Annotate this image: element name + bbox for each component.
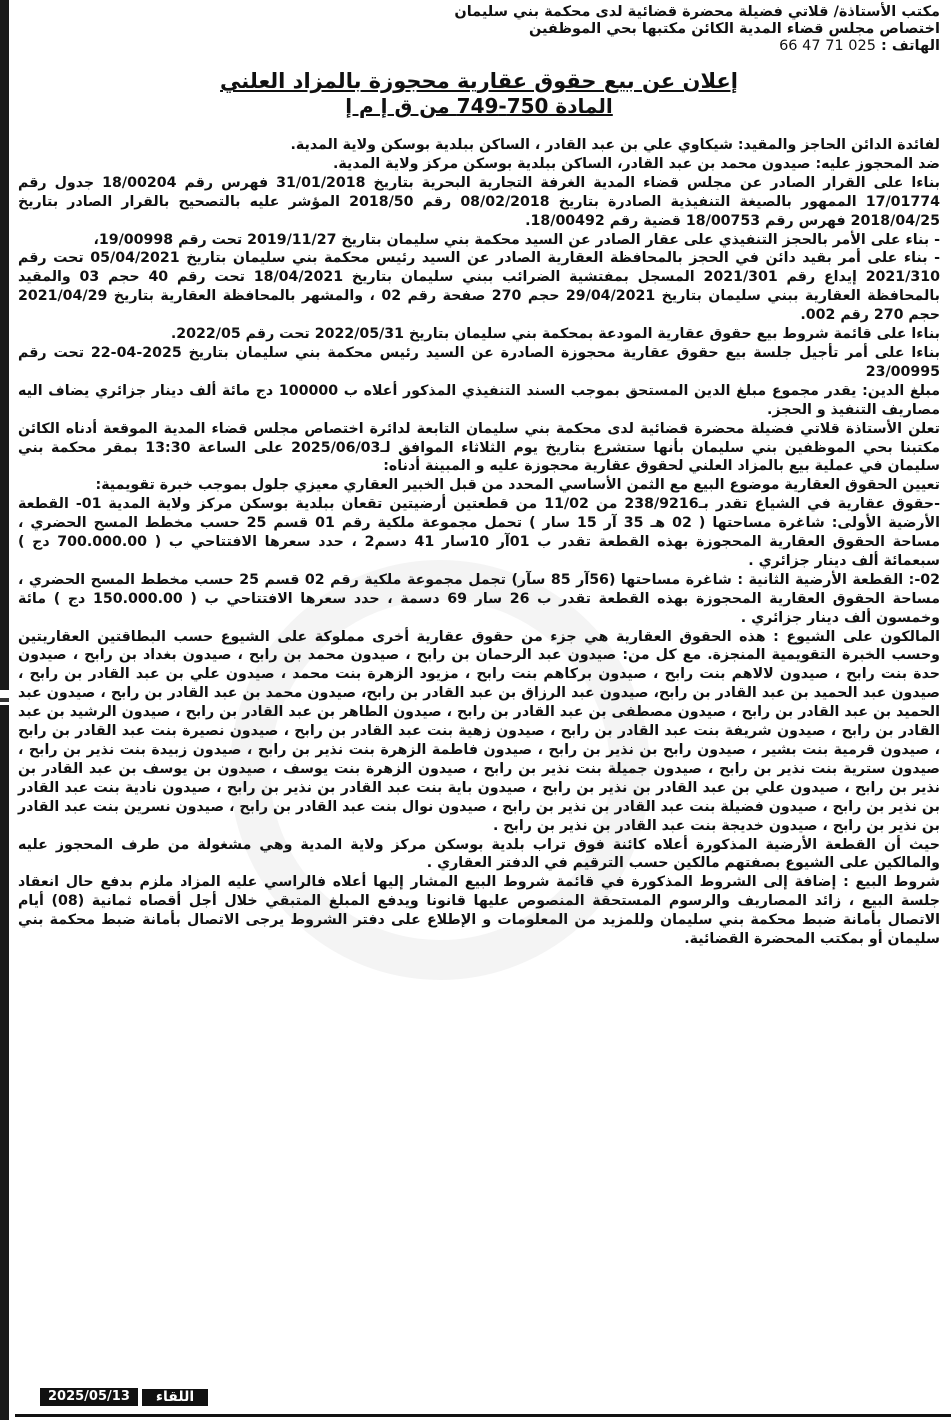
phone-number: 025 71 47 66 [779, 38, 876, 54]
office-name: مكتب الأستاذة/ قلاتي فضيلة محضرة قضائية لدى محكمة بني سليمان [454, 4, 940, 20]
announcement-document [18, 4, 940, 949]
publication-name: اللقاء [142, 1389, 208, 1406]
occupancy-paragraph: حيث أن القطعة الأرضية المذكورة أعلاه كائنة فوق تراب بلدية بوسكن مركز ولاية المدية وهي مشغولة من طرف المحجوز عليه والمالكين على الشيوع بصفتهم مالكين حسب الترقيم في الدفتر العقاري . [18, 836, 940, 872]
publication-date: 2025/05/13 [40, 1388, 138, 1406]
co-owners-paragraph: المالكون على الشيوع : هذه الحقوق العقارية هي جزء من حقوق عقارية أخرى مملوكة على الشيوع حسب البطاقتين العقاريتين وحسب الخبرة التقويمية المنجزة. مع كل من: صيدون عبد الرحمان بن رابح ، صيدون محمد بن رابح ، صيدون بغداد بن رابح ، صيدون حدة بنت رابح ، صيدون لالاهم بنت رابح ، صيدون بركاهم بنت رابح ، مزيود الزهرة بنت محمد ، صيدون علي بن عبد القادر بن رابح ، صيدون عبد الحميد بن عبد القادر بن رابح، صيدون عبد الرزاق بن عبد القادر بن رابح، صيدون محمد بن عبد القادر بن رابح ، صيدون عبد الحميد بن عبد القادر بن رابح ، صيدون مصطفى بن عبد القادر بن رابح ، صيدون الطاهر بن عبد القادر بن رابح ، صيدون الرشيد بن عبد القادر بن رابح ، صيدون شريفة بنت عبد القادر بن رابح ، صيدون زهية بنت عبد القادر بن رابح ، صيدون نصيرة بنت عبد القادر بن رابح ، صيدون قرمية بنت بشير ، صيدون رابح بن نذير بن رابح ، صيدون فاطمة الزهرة بنت نذير بن رابح ، صيدون زبيدة بنت نذير بن رابح ، صيدون سترية بنت نذير بن رابح ، صيدون جميلة بنت نذير بن رابح ، صيدون الزهرة بنت يوسف ، صيدون بن يوسف بن عبد القادر بن نذير بن رابح ، صيدون علي بن عبد القادر بن نذير بن رابح ، صيدون باية بنت عبد القادر بن نذير بن رابح ، صيدون نادية بنت عبد القادر بن نذير بن رابح ، صيدون فضيلة بنت عبد القادر بن نذير بن رابح ، صيدون نوال بنت عبد القادر بن رابح ، صيدون نسرين بنت عبد القادر بن نذير بن رابح ، صيدون خديجة بنت عبد القادر بن نذير بن رابح . [18, 628, 940, 834]
debt-amount-paragraph: مبلغ الدين: يقدر مجموع مبلغ الدين المستحق بموجب السند التنفيذي المذكور أعلاه ب 100000 دج مائة ألف دينار جزائري يضاف اليه مصاريف التنفيذ و الحجز. [18, 382, 940, 418]
court-decision-paragraph: بناءا على القرار الصادر عن مجلس قضاء المدية الغرفة التجارية البحرية بتاريخ 31/01/2018 فهرس رقم 18/00204 جدول رقم 17/01774 الممهور بالصيغة التنفيذية الصادرة بتاريخ 08/02/2018 رقم 2018/50 المؤشر عليه بالتصحيح بالقرار الصادر بتاريخ 2018/04/25 فهرس رقم 18/00753 قضية رقم 18/00492. [18, 174, 941, 229]
sale-terms-paragraph: شروط البيع : إضافة إلى الشروط المذكورة في قائمة شروط البيع المشار إليها أعلاه فالراسي عليه المزاد ملزم بدفع حال انعقاد جلسة البيع ، زائد المصاريف والرسوم المستحقة المنصوص عليها قانونا ويدفع المبلغ المتبقي خلال أجل أقصاه ثمانية (08) أيام الاتصال بأمانة ضبط محكمة بني سليمان وللمزيد من المعلومات و الإطلاع على دفتر الشروط يرجى الاتصال بأمانة ضبط محكمة بني سليمان أو بمكتب المحضرة القضائية. [18, 874, 940, 948]
postponement-paragraph: بناءا على أمر تأجيل جلسة بيع حقوق عقارية محجوزة الصادرة عن السيد رئيس محكمة بني سليمان بتاريخ 2025-04-22 تحت رقم 23/00995 [18, 344, 940, 380]
seizure-order-paragraph: - بناء على الأمر بالحجز التنفيذي على عقار الصادر عن السيد محكمة بني سليمان بتاريخ 2019/11/27 تحت رقم 19/00998، [93, 231, 940, 248]
creditor-registration-paragraph: - بناء على أمر بقيد دائن في الحجز بالمحافظة العقارية الصادر عن السيد رئيس محكمة بني سليمان بتاريخ 05/04/2021 تحت رقم 2021/310 إيداع رقم 2021/301 المسجل بمفتشية الضرائب ببني سليمان بتاريخ 18/04/2021 تحت رقم 40 حجم 03 والمقيد بالمحافظة العقارية ببني سليمان بتاريخ 29/04/2021 حجم 270 صفحة رقم 02 ، والمشهر بالمحافظة العقارية بتاريخ 2021/04/29 حجم 270 رقم 002. [18, 250, 940, 324]
left-border-bar [0, 0, 9, 690]
plot-two-paragraph: 02-: القطعة الأرضية الثانية : شاغرة مساحتها (56آر 85 سآر) تجمل مجموعة ملكية رقم 02 قسم 25 حسب مخطط المسح الحضري ، مساحة الحقوق العقارية المحجوزة بهذه القطعة تقدر ب 26 سار 69 دسمة ، حدد سعرها الافتتاحي ب ( 150.000.00 دج ) مائة وخمسون ألف دينار جزائري . [18, 571, 940, 626]
auction-notice-paragraph: تعلن الأستاذة قلاتي فضيلة محضرة قضائية لدى محكمة بني سليمان التابعة لدائرة اختصاص مجلس قضاء المدية الموقعة أدناه الكائن مكتبنا بحي الموظفين بني سليمان بأنها ستشرع بتاريخ يوم الثلاثاء الموافق لـ2025/06/03 على الساعة 13:30 بمقر محكمة بني سليمان في عملية بيع بالمزاد العلني لحقوق عقارية محجوزة عليه و المبينة أدناه: [18, 420, 940, 475]
property-designation-paragraph: تعيين الحقوق العقارية موضوع البيع مع الثمن الأساسي المحدد من قبل الخبير العقاري معيزي جلول بموجب خبرة تقويمية: [95, 477, 940, 494]
announcement-subtitle: المادة 750-749 من ق إ م إ [345, 94, 613, 118]
office-jurisdiction: اختصاص مجلس قضاء المدية الكائن مكتبها بحي الموظفين [528, 21, 940, 37]
sale-conditions-list-paragraph: بناءا على قائمة شروط بيع حقوق عقارية المودعة بمحكمة بني سليمان بتاريخ 2022/05/31 تحت رقم 2022/05. [170, 326, 940, 343]
footer-rule [15, 1414, 951, 1417]
creditor-paragraph: لفائدة الدائن الحاجز والمقيد: شيكاوي علي بن عبد القادر ، الساكن ببلدية بوسكن ولاية المدية. [290, 137, 940, 153]
left-border-gap [0, 698, 9, 702]
publication-footer [40, 1388, 208, 1406]
debtor-paragraph: ضد المحجوز عليه: صيدون محمد بن عبد القادر، الساكن ببلدية بوسكن مركز ولاية المدية. [333, 155, 940, 172]
phone-label: الهاتف : [881, 38, 940, 54]
title-block [18, 69, 940, 118]
office-phone-line [18, 38, 940, 55]
office-header [18, 4, 940, 55]
plot-one-paragraph: -حقوق عقارية في الشياع تقدر بـ238/9216 من 11/02 من قطعتين أرضيتين تقعان ببلدية بوسكن مركز ولاية المدية 01- القطعة الأرضية الأولى: شاغرة مساحتها ( 02 هـ 35 آر 15 سار ) تحمل مجموعة ملكية رقم 01 قسم 25 حسب مخطط المسح الحضري ، مساحة الحقوق العقارية المحجوزة بهذه القطعة تقدر ب 01آر 10سار 41 دسم2 ، حدد سعرها الافتتاحي ب ( 700.000.00 دج ) سبعمائة ألف دينار جزائري . [18, 496, 940, 569]
announcement-title: إعلان عن بيع حقوق عقارية محجوزة بالمزاد العلني [220, 69, 738, 93]
left-border-bar-lower [0, 705, 9, 1420]
announcement-body [18, 136, 940, 949]
